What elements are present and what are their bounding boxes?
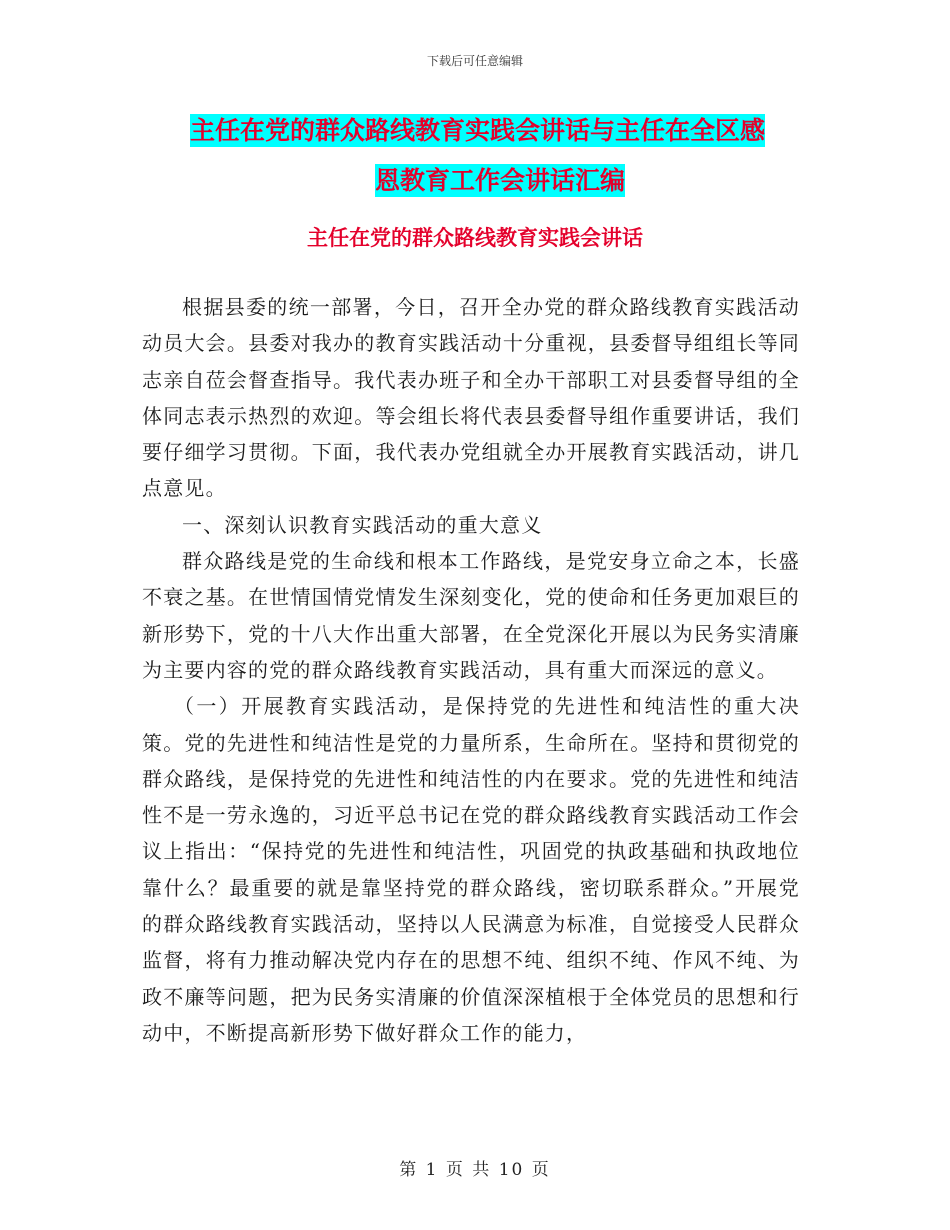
header-note: 下载后可任意编辑 — [426, 54, 523, 68]
document-title — [190, 106, 810, 206]
page-footer: 第 1 页 共 10 页 — [399, 1160, 551, 1180]
title-highlight-1: 主任在党的群众路线教育实践会讲话与主任在全区感 — [190, 116, 766, 145]
document-body — [142, 289, 800, 1051]
paragraph-intro: 根据县委的统一部署，今日，召开全办党的群众路线教育实践活动动员大会。县委对我办的教育实践活动十分重视，县委督导组组长等同志亲自莅会督查指导。我代表办班子和全办干部职工对县委督导组的全体同志表示热烈的欢迎。等会组长将代表县委督导组作重要讲话，我们要仔细学习贯彻。下面，我代表办党组就全办开展教育实践活动，讲几点意见。 — [142, 295, 800, 501]
document-title-line-1 — [190, 106, 810, 156]
document-title-line-2 — [190, 156, 810, 206]
paragraph-heading-1: 一、深刻认识教育实践活动的重大意义 — [182, 512, 543, 537]
section-title: 主任在党的群众路线教育实践会讲话 — [307, 225, 643, 250]
paragraph-significance: 群众路线是党的生命线和根本工作路线，是党安身立命之本，长盛不衰之基。在世情国情党情发生深刻变化，党的使命和任务更加艰巨的新形势下，党的十八大作出重大部署，在全党深化开展以为民务实清廉为主要内容的党的群众路线教育实践活动，具有重大而深远的意义。 — [142, 549, 800, 682]
title-highlight-2: 恩教育工作会讲话汇编 — [374, 166, 625, 195]
paragraph-point-1: （一）开展教育实践活动，是保持党的先进性和纯洁性的重大决策。党的先进性和纯洁性是党的力量所系，生命所在。坚持和贯彻党的群众路线，是保持党的先进性和纯洁性的内在要求。党的先进性和纯洁性不是一劳永逸的，习近平总书记在党的群众路线教育实践活动工作会议上指出：“保持党的先进性和纯洁性，巩固党的执政基础和执政地位靠什么？最重要的就是靠坚持党的群众路线，密切联系群众。”开展党的群众路线教育实践活动，坚持以人民满意为标准，自觉接受人民群众监督，将有力推动解决党内存在的思想不纯、组织不纯、作风不纯、为政不廉等问题，把为民务实清廉的价值深深植根于全体党员的思想和行动中，不断提高新形势下做好群众工作的能力， — [142, 694, 800, 1045]
